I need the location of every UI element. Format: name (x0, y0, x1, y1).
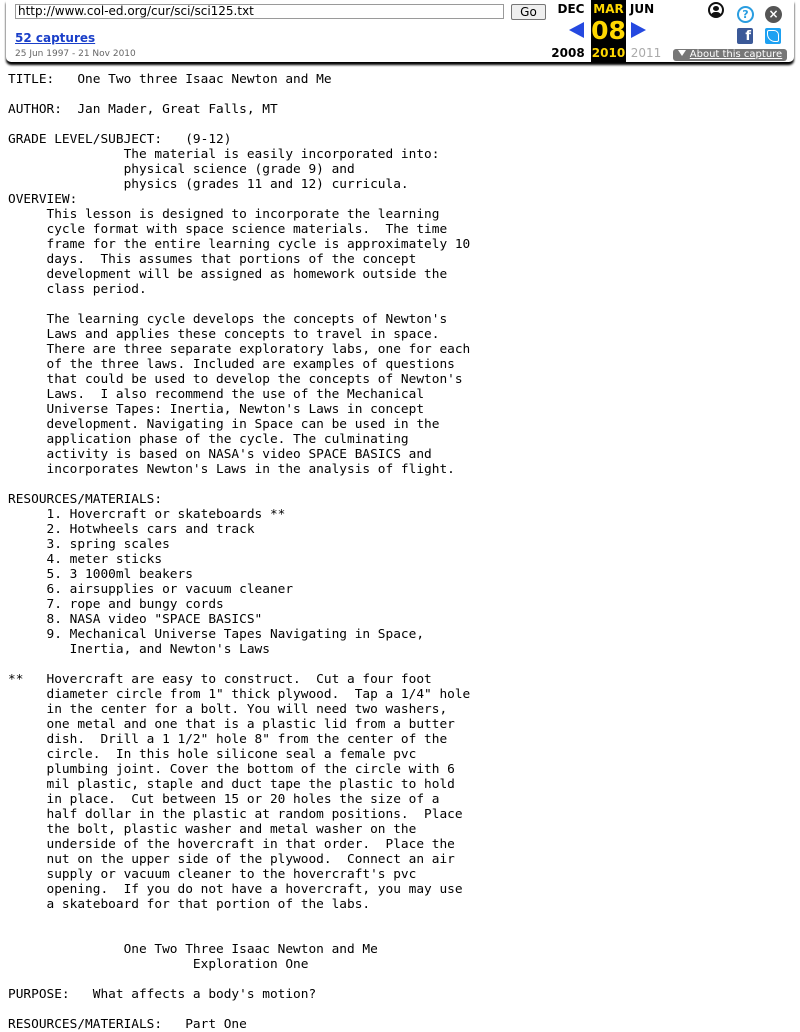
about-capture-label: About this capture (689, 49, 783, 60)
go-button[interactable]: Go (511, 4, 546, 20)
prev-arrow-icon[interactable] (569, 22, 584, 38)
triangle-down-icon (678, 50, 686, 56)
capture-date-range: 25 Jun 1997 - 21 Nov 2010 (15, 49, 136, 59)
current-year-label: 2010 (591, 46, 626, 60)
close-icon[interactable]: × (765, 6, 782, 23)
next-year-label: 2011 (630, 46, 662, 60)
document-text: TITLE: One Two three Isaac Newton and Me AUTHOR: Jan Mader, Great Falls, MT GRADE LEVEL/SUBJECT: (9-12) The material is easily incorporated into: physical science (grade 9) and physics (grades 11 and 12) curricula. OVERVIEW: This lesson is designed to incorporate the learning cycle format with space science materials. The time frame for the entire learning cycle is approximately 10 days. This assumes that portions of the concept development will be assigned as homework outside the class period. The learning cycle develops the concepts of Newton's Laws and applies these concepts to travel in space. There are three separate exploratory labs, one for each of the three laws. Included are examples of questions that could be used to develop the concepts of Newton's Laws. I also recommend the use of the Mechanical Universe Tapes: Inertia, Newton's Laws in concept development. Navigating in Space can be used in the application phase of the cycle. The culminating activity is based on NASA's video SPACE BASICS and incorporates Newton's Laws in the analysis of flight. RESOURCES/MATERIALS: 1. Hovercraft or skateboards ** 2. Hotwheels cars and track 3. spring scales 4. meter sticks 5. 3 1000ml beakers 6. airsupplies or vacuum cleaner 7. rope and bungy cords 8. NASA video "SPACE BASICS" 9. Mechanical Universe Tapes Navigating in Space, Inertia, and Newton's Laws ** Hovercraft are easy to construct. Cut a four foot diameter circle from 1" thick plywood. Tap a 1/4" hole in the center for a bolt. You will need two washers, one metal and one that is a plastic lid from a butter dish. Drill a 1 1/2" hole 8" from the center of the circle. In this hole silicone seal a female pvc plumbing joint. Cover the bottom of the circle with 6 mil plastic, staple and duct tape the plastic to hold in place. Cut between 15 or 20 holes the size of a half dollar in the plastic at random positions. Place the bolt, plastic washer and metal washer on the underside of the hovercraft in that order. Place the nut on the upper side of the plywood. Connect an air supply or vacuum cleaner to the hovercraft's pvc opening. If you do not have a hovercraft, you may use a skateboard for that portion of the labs. One Two Three Isaac Newton and Me Exploration One PURPOSE: What affects a body's motion? RESOURCES/MATERIALS: Part One (8, 72, 471, 1032)
twitter-icon[interactable] (765, 28, 781, 44)
help-icon[interactable]: ? (737, 6, 754, 23)
prev-month-link[interactable]: DEC (557, 2, 585, 16)
facebook-icon[interactable]: f (737, 28, 753, 44)
prev-year-link[interactable]: 2008 (551, 46, 585, 60)
user-icon[interactable] (708, 2, 724, 18)
current-month-label: MAR (593, 2, 624, 16)
next-arrow-icon[interactable] (631, 22, 646, 38)
wayback-toolbar (6, 0, 794, 62)
about-capture-button[interactable] (673, 49, 787, 61)
url-input[interactable] (15, 4, 504, 19)
captures-link[interactable]: 52 captures (15, 31, 96, 45)
current-day-label: 08 (591, 16, 626, 45)
next-month-link[interactable]: JUN (629, 2, 655, 16)
